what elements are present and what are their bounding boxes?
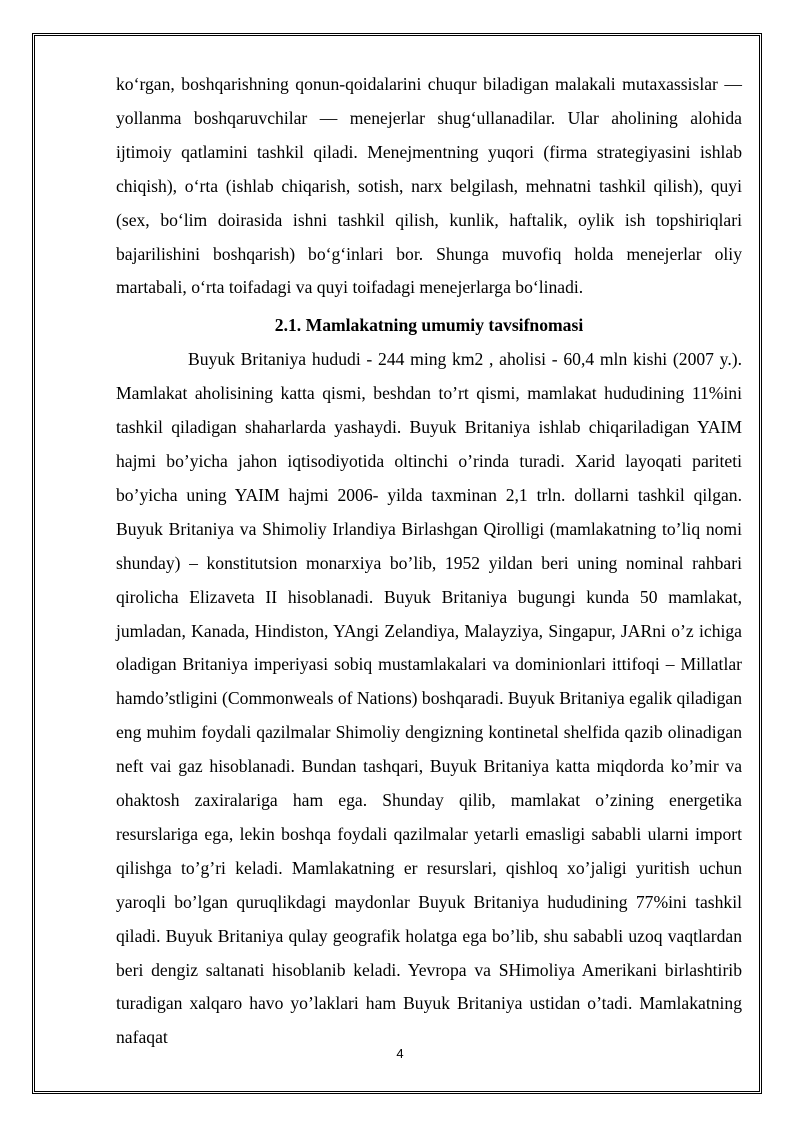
section-heading: 2.1. Mamlakatning umumiy tavsifnomasi <box>274 315 584 336</box>
page-content <box>116 68 742 1055</box>
section-paragraph: Buyuk Britaniya hududi - 244 ming km2 , aholisi - 60,4 mln kishi (2007 y.). Mamlakat aholisining katta qismi, beshdan to’rt qismi, mamlakat hududining 11%ini tashkil qiladigan shaharlarda yashaydi. Buyuk Britaniya ishlab chiqariladigan YAIM hajmi bo’yicha jahon iqtisodiyotida oltinchi o’rinda turadi. Xarid layoqati pariteti bo’yicha uning YAIM hajmi 2006- yilda taxminan 2,1 trln. dollarni tashkil qilgan. Buyuk Britaniya va Shimoliy Irlandiya Birlashgan Qirolligi (mamlakatning to’liq nomi shunday) – konstitutsion monarxiya bo’lib, 1952 yildan beri uning nominal rahbari qirolicha Elizaveta II hisoblanadi. Buyuk Britaniya bugungi kunda 50 mamlakat, jumladan, Kanada, Hindiston, YAngi Zelandiya, Malayziya, Singapur, JARni o’z ichiga oladigan Britaniya imperiyasi sobiq mustamlakalari va dominionlari ittifoqi – Millatlar hamdo’stligini (Commonweals of Nations) boshqaradi. Buyuk Britaniya egalik qiladigan eng muhim foydali qazilmalar Shimoliy dengizning kontinetal shelfida qazib olinadigan neft vai gaz hisoblanadi. Bundan tashqari, Buyuk Britaniya katta miqdorda ko’mir va ohaktosh zaxiralariga ham ega. Shunday qilib, mamlakat o’zining energetika resurslariga ega, lekin boshqa foydali qazilmalar yetarli emasligi sababli ularni import qilishga to’g’ri keladi. Mamlakatning er resurslari, qishloq xo’jaligi yuritish uchun yaroqli bo’lgan quruqlikdagi maydonlar Buyuk Britaniya hududining 77%ini tashkil qiladi. Buyuk Britaniya qulay geografik holatga ega bo’lib, shu sababli uzoq vaqtlardan beri dengiz saltanati hisoblanib keladi. Yevropa va SHimoliya Amerikani birlashtirib turadigan xalqaro havo yo’laklari ham Buyuk Britaniya ustidan o’tadi. Mamlakatning nafaqat <box>116 349 742 1048</box>
page-number: 4 <box>396 1046 404 1061</box>
intro-paragraph: ko‘rgan, boshqarishning qonun-qoidalarini chuqur biladigan malakali mutaxassislar — yollanma boshqaruvchilar — menejerlar shug‘ullanadilar. Ular aholining alohida ijtimoiy qatlamini tashkil qiladi. Menejmentning yuqori (firma strategiyasini ishlab chiqish), o‘rta (ishlab chiqarish, sotish, narx belgilash, mehnatni tashkil qilish), quyi (sex, bo‘lim doirasida ishni tashkil qilish, kunlik, haftalik, oylik ish topshiriqlari bajarilishini boshqarish) bo‘g‘inlari bor. Shunga muvofiq holda menejerlar oliy martabali, o‘rta toifadagi va quyi toifadagi menejerlarga bo‘linadi. <box>116 74 742 298</box>
